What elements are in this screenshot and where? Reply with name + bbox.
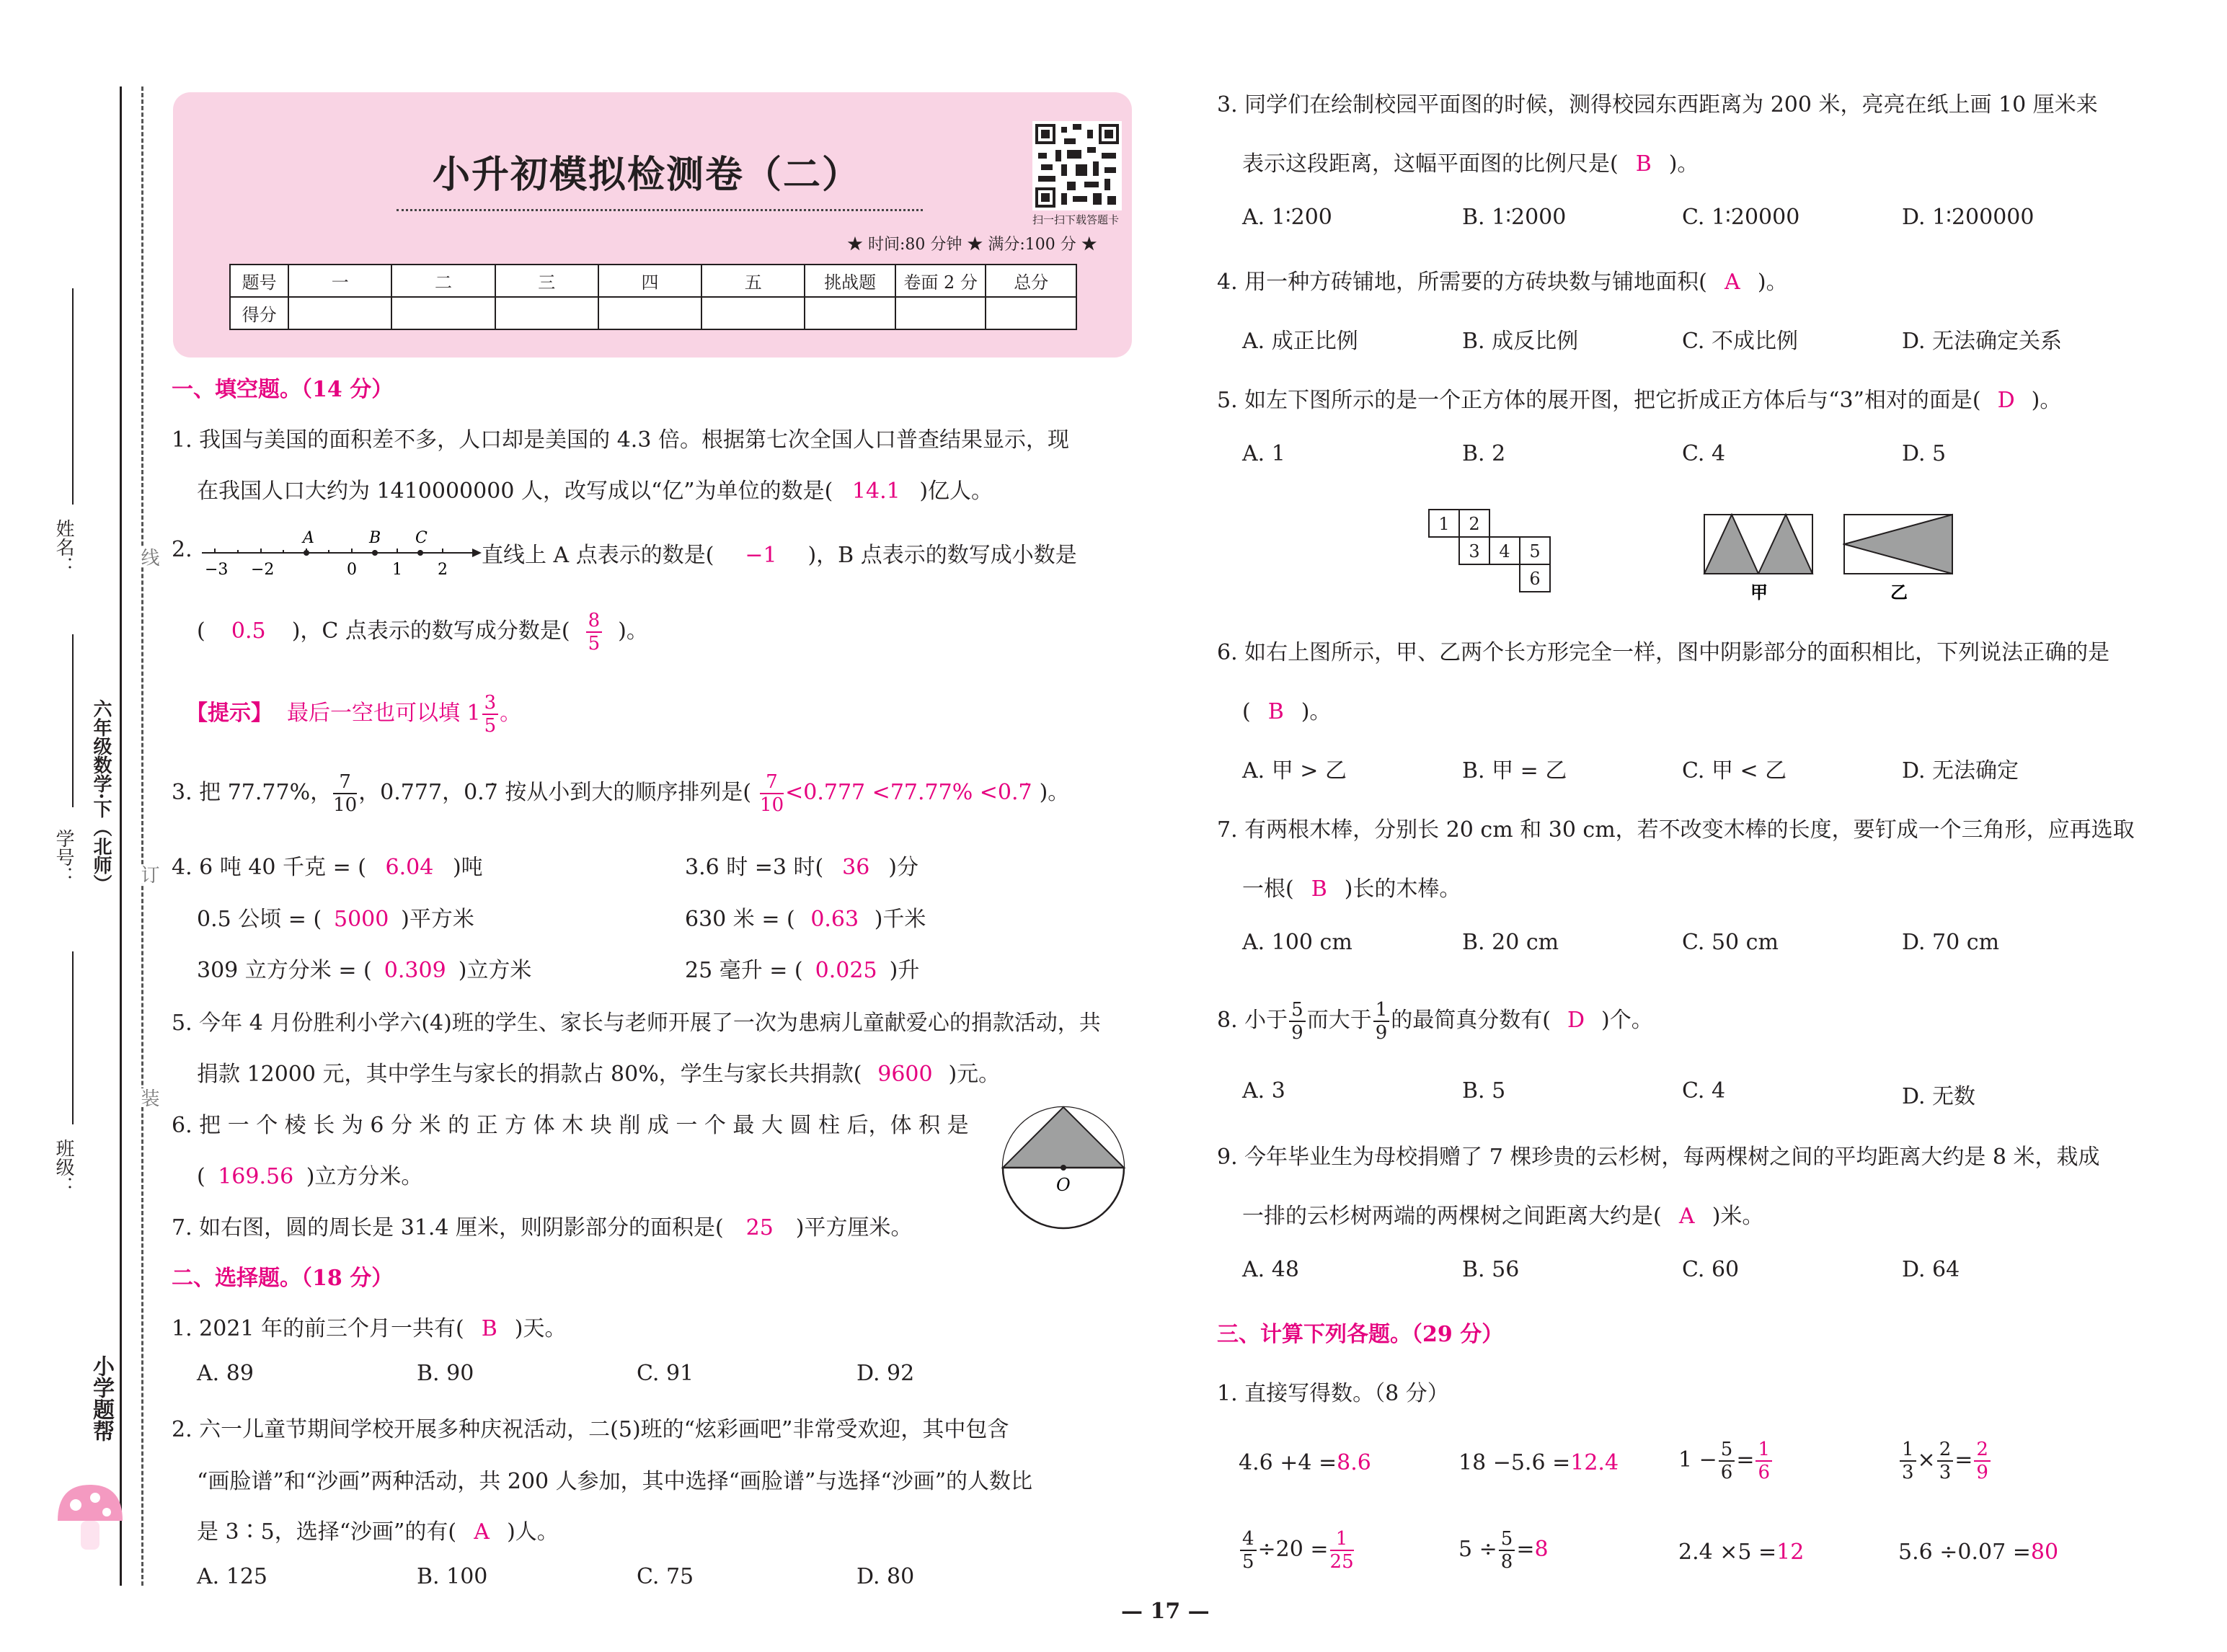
qr-code-icon	[1032, 121, 1122, 210]
net-cell-label: 4	[1499, 541, 1510, 561]
score-header-row	[230, 265, 1076, 297]
c2-option-a[interactable]: A. 125	[197, 1564, 267, 1589]
q2-text-e: )。	[618, 618, 648, 644]
q4-item: 309 立方分米 = ( 0.309 )立方米	[197, 958, 532, 983]
q2-text-d: )，C 点表示的数写成分数是(	[291, 618, 570, 644]
c8-line: 8. 小于 $\frac{5}{9}$ 而大于 $\frac{1}{9}$ 的最简真分数有( D )个。	[1217, 999, 1653, 1044]
calc-item: $\frac{4}{5}$ ÷20 = $\frac{1}{25}$	[1239, 1529, 1355, 1571]
c9-option-c[interactable]: C. 60	[1682, 1257, 1740, 1282]
c1-option-d[interactable]: D. 92	[856, 1361, 915, 1386]
c2-line1: 2. 六一儿童节期间学校开展多种庆祝活动，二(5)班的“炫彩画吧”非常受欢迎，其中包含	[172, 1417, 1009, 1442]
score-input[interactable]	[895, 297, 986, 329]
q1-text-a: 在我国人口大约为 1410000000 人，改写成以“亿”为单位的数是(	[197, 479, 833, 504]
mushroom-logo-icon	[50, 1478, 130, 1557]
section-2-title: 二、选择题。（18 分）	[172, 1266, 394, 1291]
calc-answer: 80	[2030, 1540, 2059, 1565]
c1-option-b[interactable]: B. 90	[417, 1361, 474, 1386]
c3-line1: 3. 同学们在绘制校园平面图的时候，测得校园东西距离为 200 米，亮亮在纸上画 10 厘米来	[1217, 92, 2098, 117]
score-cell: 卷面 2 分	[895, 265, 986, 297]
c7-line1: 7. 有两根木棒，分别长 20 cm 和 30 cm，若不改变木棒的长度，要钉成一个三角形，应再选取	[1217, 817, 2135, 843]
circle-figure	[999, 1103, 1128, 1233]
c6-line2: ( B )。	[1242, 699, 1332, 724]
q2-number: 2.	[172, 537, 192, 562]
calc-item: 1 − $\frac{5}{6}$ = $\frac{1}{6}$	[1678, 1440, 1774, 1482]
page-title: 小升初模拟检测卷（二）	[433, 153, 862, 197]
c3-option-c[interactable]: C. 1∶20000	[1682, 205, 1800, 230]
numline-tick: −2	[251, 561, 275, 579]
q2-text-a: 直线上 A 点表示的数是(	[482, 543, 714, 568]
calc-answer: 12.4	[1570, 1450, 1619, 1475]
score-input[interactable]	[805, 297, 895, 329]
section-3-title: 三、计算下列各题。（29 分）	[1217, 1322, 1504, 1347]
score-cell: 三	[495, 265, 598, 297]
score-cell: 一	[288, 265, 391, 297]
q1-line2	[197, 473, 993, 505]
c1-answer: B	[481, 1316, 497, 1341]
q4-item: 25 毫升 = ( 0.025 )升	[685, 958, 920, 983]
score-cell: 总分	[986, 265, 1076, 297]
id-line	[72, 634, 74, 807]
c7-option-c[interactable]: C. 50 cm	[1682, 930, 1779, 955]
c6-option-c[interactable]: C. 甲 < 乙	[1682, 758, 1787, 783]
c5-answer: D	[1997, 388, 2015, 413]
score-cell: 五	[701, 265, 805, 297]
tip-text: 最后一空也可以填 1	[287, 701, 481, 726]
page-number: — 17 —	[1121, 1599, 1210, 1624]
c9-option-a[interactable]: A. 48	[1242, 1257, 1299, 1282]
c2-line3: 是 3∶5，选择“沙画”的有( A )人。	[197, 1519, 559, 1545]
name-label: 姓名：	[53, 519, 74, 575]
q3-line	[172, 773, 1069, 814]
binding-char-xian: 线	[136, 548, 162, 567]
c4-option-d[interactable]: D. 无法确定关系	[1902, 329, 2063, 354]
q7-answer: 25	[745, 1215, 774, 1240]
c1-line: 1. 2021 年的前三个月一共有( B )天。	[172, 1316, 567, 1341]
c5-option-c[interactable]: C. 4	[1682, 441, 1726, 466]
q4-item: 630 米 = ( 0.63 )千米	[685, 907, 926, 932]
tip-end: 。	[500, 701, 522, 726]
score-cell: 二	[391, 265, 495, 297]
q3-text-c: )。	[1039, 780, 1070, 805]
score-cell: 得分	[230, 297, 288, 329]
c7-answer: B	[1311, 876, 1327, 902]
rectangle-jia-figure	[1703, 513, 1815, 607]
calc-answer: 12	[1776, 1540, 1805, 1565]
q4-answer: 0.025	[815, 958, 877, 983]
tip-label: 【提示】	[186, 701, 273, 726]
score-input[interactable]	[288, 297, 391, 329]
calc-item: 5.6 ÷0.07 =80	[1898, 1540, 2059, 1565]
net-cell-label: 5	[1529, 541, 1541, 561]
tip-fraction: $\frac{3}{5}$	[482, 693, 499, 735]
q4-answer: 36	[842, 855, 870, 880]
q4-item: 3.6 时 =3 时( 36 )分	[685, 855, 918, 880]
q3-text-a: 3. 把 77.77%，	[172, 780, 332, 805]
c9-line1: 9. 今年毕业生为母校捐赠了 7 棵珍贵的云杉树，每两棵树之间的平均距离大约是 8 米，栽成	[1217, 1145, 2100, 1170]
numline-tick: −3	[205, 561, 229, 579]
section-1-title: 一、填空题。（14 分）	[172, 377, 394, 402]
c4-option-a[interactable]: A. 成正比例	[1242, 329, 1358, 354]
q2-answer-2: 0.5	[231, 618, 266, 644]
binding-char-zhuang: 装	[136, 1088, 162, 1107]
c5-line: 5. 如左下图所示的是一个正方体的展开图，把它折成正方体后与“3”相对的面是( D )。	[1217, 388, 2062, 413]
binding-line-dashed	[141, 86, 143, 1586]
c9-option-b[interactable]: B. 56	[1462, 1257, 1520, 1282]
q6-answer: 169.56	[218, 1164, 294, 1189]
score-cell: 四	[598, 265, 701, 297]
score-cell: 题号	[230, 265, 288, 297]
c8-fraction-2: $\frac{1}{9}$	[1373, 1000, 1390, 1042]
net-cell-label: 1	[1438, 514, 1450, 534]
net-cell-label: 6	[1529, 569, 1541, 589]
calc-item: 5 ÷ $\frac{5}{8}$ =8	[1458, 1528, 1549, 1573]
q5-line1: 5. 今年 4 月份胜利小学六(4)班的学生、家长与老师开展了一次为患病儿童献爱心的捐款活动，共	[172, 1011, 1101, 1036]
c6-option-b[interactable]: B. 甲 = 乙	[1462, 758, 1567, 783]
c4-line: 4. 用一种方砖铺地，所需要的方砖块数与铺地面积( A )。	[1217, 270, 1788, 295]
c2-option-d[interactable]: D. 80	[856, 1564, 915, 1589]
calc-answer: $\frac{1}{25}$	[1329, 1528, 1354, 1573]
q4-item: 0.5 公顷 = ( 5000 )平方米	[197, 907, 474, 932]
book-label: 六年级数学·下（北师）	[90, 699, 112, 894]
calc-answer: 8.6	[1337, 1450, 1371, 1475]
name-line	[72, 288, 74, 505]
q5-line2: 捐款 12000 元，其中学生与家长的捐款占 80%，学生与家长共捐款( 9600 )元。	[197, 1062, 1001, 1087]
c8-fraction-1: $\frac{5}{9}$	[1289, 1000, 1306, 1042]
calc-answer: $\frac{2}{9}$	[1974, 1440, 1991, 1482]
rectangle-yi-figure	[1843, 513, 1955, 607]
calc-item: 4.6 +4 =8.6	[1239, 1450, 1371, 1475]
id-label: 学号：	[53, 829, 74, 885]
qr-caption: 扫一扫下载答题卡	[1032, 213, 1120, 226]
class-label: 班级：	[53, 1139, 74, 1195]
c8-option-a[interactable]: A. 3	[1242, 1078, 1285, 1103]
net-cell-label: 2	[1469, 514, 1480, 534]
q4-answer: 6.04	[385, 855, 434, 880]
q2-answer-1: −1	[745, 543, 777, 568]
q2-line1	[482, 537, 1077, 569]
score-table	[229, 264, 1077, 330]
q5-answer: 9600	[877, 1062, 933, 1087]
q4-answer: 0.63	[810, 907, 859, 932]
c3-option-a[interactable]: A. 1∶200	[1242, 205, 1332, 230]
c2-answer: A	[474, 1519, 490, 1545]
c4-answer: A	[1725, 270, 1740, 295]
score-input[interactable]	[495, 297, 598, 329]
c6-option-a[interactable]: A. 甲 > 乙	[1242, 758, 1347, 783]
c8-answer: D	[1567, 1008, 1585, 1033]
c5-option-a[interactable]: A. 1	[1242, 441, 1285, 466]
score-input[interactable]	[986, 297, 1076, 329]
c4-option-c[interactable]: C. 不成比例	[1682, 329, 1798, 354]
q2-text-c: (	[197, 618, 205, 644]
c7-option-a[interactable]: A. 100 cm	[1242, 930, 1352, 955]
q3-fraction: $\frac{7}{10}$	[333, 771, 358, 816]
c7-option-b[interactable]: B. 20 cm	[1462, 930, 1559, 955]
q2-text-b: )，B 点表示的数写成小数是	[807, 543, 1077, 568]
calc-item: 2.4 ×5 =12	[1678, 1540, 1805, 1565]
title-underline	[397, 209, 923, 211]
c6-answer: B	[1267, 699, 1284, 724]
rect-yi-label: 乙	[1890, 582, 1908, 603]
q4-answer: 0.309	[384, 958, 446, 983]
calc-answer: $\frac{1}{6}$	[1756, 1440, 1772, 1482]
c7-line2: 一根( B )长的木棒。	[1242, 876, 1461, 902]
c5-option-d[interactable]: D. 5	[1902, 441, 1947, 466]
rect-jia-label: 甲	[1750, 582, 1768, 603]
c7-option-d[interactable]: D. 70 cm	[1902, 930, 2000, 955]
q1-answer: 14.1	[851, 479, 900, 504]
c9-line2: 一排的云杉树两端的两棵树之间距离大约是( A )米。	[1242, 1204, 1764, 1229]
circle-center-label: O	[1056, 1175, 1071, 1195]
q6-line2: ( 169.56 )立方分米。	[197, 1164, 423, 1189]
q2-line2	[197, 611, 648, 653]
q4-item: 4. 6 吨 40 千克 = ( 6.04 )吨	[172, 855, 483, 880]
class-line	[72, 951, 74, 1124]
q3-answer: $\frac{7}{10}$ <0.777 <77.77% <0.7̇	[760, 771, 1032, 816]
binding-line-solid	[120, 86, 122, 1586]
time-info: ★ 时间:80 分钟 ★ 满分:100 分 ★	[847, 236, 1097, 254]
score-input[interactable]	[391, 297, 495, 329]
calc-answer: 8	[1534, 1537, 1549, 1562]
binding-char-ding: 订	[136, 865, 162, 884]
q6-line1: 6. 把 一 个 棱 长 为 6 分 米 的 正 方 体 木 块 削 成 一 个 最 大 圆 柱 后，体 积 是	[172, 1113, 969, 1138]
numline-point-a: A	[303, 529, 314, 547]
calc-item: $\frac{1}{3}$ × $\frac{2}{3}$ = $\frac{2}{9}$	[1898, 1440, 1992, 1482]
numline-tick: 1	[392, 561, 402, 579]
q3-text-b: ，0.777，0.7̇ 按从小到大的顺序排列是(	[358, 780, 752, 805]
cube-net-figure	[1427, 508, 1557, 602]
q2-answer-3: $\frac{8}{5}$	[586, 611, 603, 653]
score-cell: 挑战题	[805, 265, 895, 297]
c6-line1: 6. 如右上图所示，甲、乙两个长方形完全一样，图中阴影部分的面积相比，下列说法正确的是	[1217, 640, 2110, 665]
q7-line: 7. 如右图，圆的周长是 31.4 厘米，则阴影部分的面积是( 25 )平方厘米。	[172, 1215, 913, 1240]
c9-option-d[interactable]: D. 64	[1902, 1257, 1960, 1282]
c8-option-d[interactable]: D. 无数	[1902, 1084, 1976, 1109]
number-line	[195, 523, 483, 587]
c2-option-b[interactable]: B. 100	[417, 1564, 488, 1589]
score-input[interactable]	[701, 297, 805, 329]
numline-point-b: B	[369, 529, 381, 547]
numline-point-c: C	[415, 529, 428, 547]
c3-line2: 表示这段距离，这幅平面图的比例尺是( B )。	[1242, 151, 1699, 177]
score-input[interactable]	[598, 297, 701, 329]
c1-option-c[interactable]: C. 91	[637, 1361, 694, 1386]
q4-answer: 5000	[333, 907, 389, 932]
numline-tick: 2	[438, 561, 448, 579]
c5-option-b[interactable]: B. 2	[1462, 441, 1506, 466]
c3-answer: B	[1635, 151, 1652, 177]
c8-option-c[interactable]: C. 4	[1682, 1078, 1726, 1103]
c1-option-a[interactable]: A. 89	[197, 1361, 254, 1386]
c9-answer: A	[1678, 1204, 1695, 1229]
q1-line1: 1. 我国与美国的面积差不多，人口却是美国的 4.3 倍。根据第七次全国人口普查结果显示，现	[172, 427, 1069, 453]
score-value-row	[230, 297, 1076, 329]
tip-line	[186, 693, 521, 735]
c6-option-d[interactable]: D. 无法确定	[1902, 758, 2019, 783]
c8-option-b[interactable]: B. 5	[1462, 1078, 1506, 1103]
brand-label: 小学题帮	[89, 1355, 114, 1442]
c3-option-d[interactable]: D. 1∶200000	[1902, 205, 2035, 230]
q1-text-b: )亿人。	[919, 479, 993, 504]
calc-item: 18 −5.6 =12.4	[1458, 1450, 1619, 1475]
c4-option-b[interactable]: B. 成反比例	[1462, 329, 1579, 354]
c2-option-c[interactable]: C. 75	[637, 1564, 694, 1589]
c2-line2: “画脸谱”和“沙画”两种活动，共 200 人参加，其中选择“画脸谱”与选择“沙画”的人数比	[197, 1469, 1033, 1494]
numline-tick: 0	[347, 561, 357, 579]
net-cell-label: 3	[1469, 541, 1480, 561]
c3-option-b[interactable]: B. 1∶2000	[1462, 205, 1567, 230]
calc-title: 1. 直接写得数。（8 分）	[1217, 1381, 1449, 1406]
